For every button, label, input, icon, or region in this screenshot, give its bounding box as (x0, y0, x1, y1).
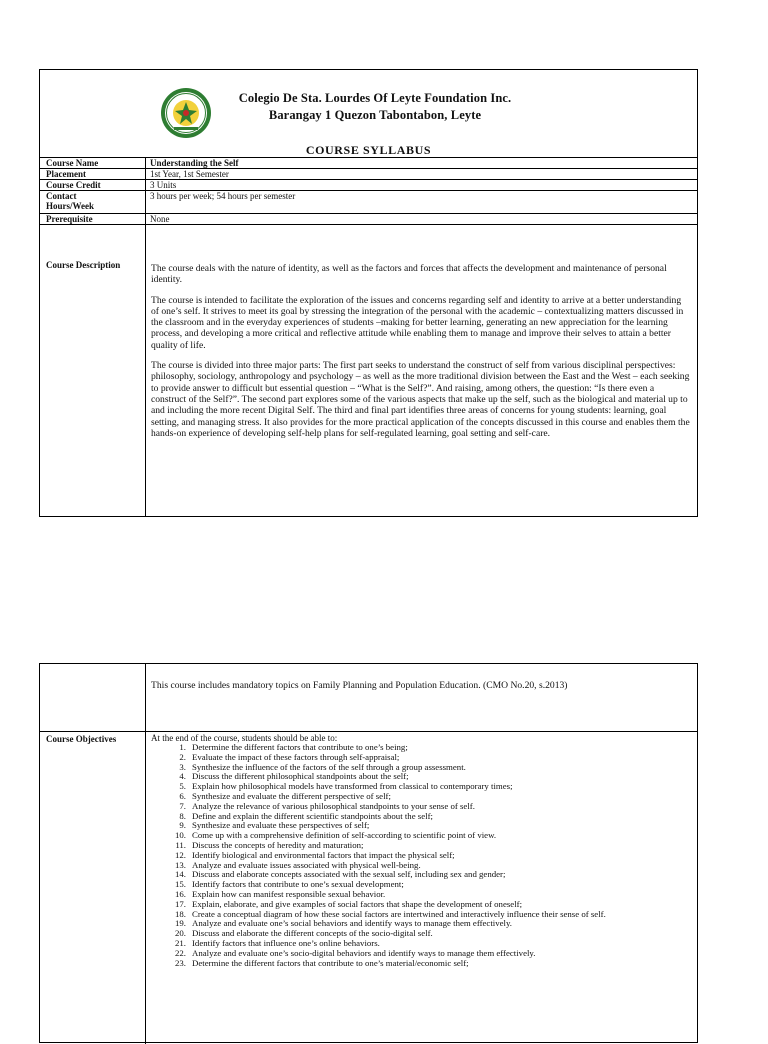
course-objectives-list (151, 743, 696, 968)
objective-text: Discuss and elaborate the different concepts of the socio-digital self. (192, 928, 433, 939)
objective-text: Define and explain the different scientific standpoints about the self; (192, 810, 433, 821)
table-rule (40, 224, 697, 225)
mandatory-topics-note: This course includes mandatory topics on Family Planning and Population Education. (CMO No.20, s.2013) (151, 680, 568, 691)
objective-number: 17. (175, 898, 186, 909)
description-paragraph: The course is intended to facilitate the exploration of the issues and concerns regarding self and identity to arrive at a better understanding of one’s self. It strives to meet its goal by stressing the integration of the personal with the academic – contextualizing matters discussed in the classroom and in the everyday experiences of students –making for better learning, generating an new appreciation for the learning process, and developing a more critical and reflective attitude while enabling them to manage and improve their selves to attain a better quality of life. (151, 294, 684, 351)
table-column-rule (145, 664, 146, 1044)
prerequisite-label: Prerequisite (46, 214, 93, 224)
objective-text: Identify factors that contribute to one’s sexual development; (192, 879, 404, 890)
objective-text: Analyze and evaluate one’s socio-digital behaviors and identify ways to manage them effectively. (192, 947, 536, 958)
prerequisite-value: None (150, 214, 170, 224)
objective-text: Synthesize and evaluate these perspectives of self; (192, 820, 370, 831)
objective-number: 11. (175, 839, 186, 850)
objective-text: Discuss the different philosophical standpoints about the self; (192, 771, 409, 782)
course-credit-label: Course Credit (46, 180, 101, 190)
objective-number: 21. (175, 937, 186, 948)
objective-number: 5. (179, 781, 186, 792)
description-paragraph: The course deals with the nature of identity, as well as the factors and forces that affects the development and maintenance of personal identity. (151, 263, 667, 286)
table-rule (40, 190, 697, 191)
objective-number: 3. (179, 761, 186, 772)
course-name-value: Understanding the Self (150, 158, 239, 168)
objective-number: 8. (179, 810, 186, 821)
objective-number: 13. (175, 859, 186, 870)
syllabus-objectives-table (39, 663, 698, 1043)
course-objectives-label: Course Objectives (46, 734, 117, 744)
objective-number: 20. (175, 928, 186, 939)
objective-text: Analyze the relevance of various philosophical standpoints to your sense of self. (192, 800, 475, 811)
objective-number: 1. (179, 742, 186, 752)
course-description-label: Course Description (46, 260, 121, 270)
objective-text: Create a conceptual diagram of how these social factors are intertwined and interactively influence their sense of self. (192, 908, 606, 919)
table-rule (40, 179, 697, 180)
objective-number: 7. (179, 800, 186, 811)
objective-text: Identify biological and environmental factors that impact the physical self; (192, 849, 455, 860)
objective-number: 9. (179, 820, 186, 831)
school-seal-icon (160, 87, 212, 139)
objective-number: 18. (175, 908, 186, 919)
objective-number: 16. (175, 888, 186, 899)
table-rule (40, 213, 697, 214)
objective-text: Explain how philosophical models have transformed from classical to contemporary times; (192, 781, 513, 792)
contact-label-line1: Contact (46, 191, 77, 201)
document-title: COURSE SYLLABUS (305, 143, 432, 157)
placement-value: 1st Year, 1st Semester (150, 169, 229, 179)
table-column-rule (145, 157, 146, 517)
objective-text: Determine the different factors that contribute to one’s being; (192, 742, 408, 752)
objective-number: 14. (175, 869, 186, 880)
table-rule (40, 168, 697, 169)
objective-text: Explain, elaborate, and give examples of social factors that shape the development of oneself; (192, 898, 523, 909)
objective-text: Come up with a comprehensive definition of self-according to scientific point of view. (192, 830, 497, 841)
contact-hours-value: 3 hours per week; 54 hours per semester (150, 191, 296, 201)
objective-number: 23. (175, 957, 186, 968)
objective-text: Determine the different factors that contribute to one’s material/economic self; (192, 957, 469, 968)
placement-label: Placement (46, 169, 86, 179)
course-credit-value: 3 Units (150, 180, 177, 190)
objective-number: 2. (179, 751, 186, 762)
course-description (151, 263, 691, 448)
objective-text: Synthesize and evaluate the different perspective of self; (192, 790, 391, 801)
objective-text: Analyze and evaluate issues associated with physical well-being. (192, 859, 421, 870)
course-name-label: Course Name (46, 158, 99, 168)
objective-text: Analyze and evaluate one’s social behaviors and identify ways to manage them effectively. (192, 918, 512, 929)
objective-item (151, 959, 696, 969)
objective-text: Discuss and elaborate concepts associated with the sexual self, including sex and gender; (192, 869, 506, 880)
objective-text: Discuss the concepts of heredity and maturation; (192, 839, 364, 850)
objective-number: 22. (175, 947, 186, 958)
syllabus-header-table (39, 69, 698, 517)
table-rule (40, 157, 697, 158)
objective-text: Synthesize the influence of the factors of the self through a group assessment. (192, 761, 466, 772)
contact-label-line2: Hours/Week (46, 201, 95, 211)
objective-number: 12. (175, 849, 186, 860)
objective-number: 4. (179, 771, 186, 782)
objective-text: Evaluate the impact of these factors through self-appraisal; (192, 751, 400, 762)
table-rule (40, 731, 697, 732)
objective-number: 19. (175, 918, 186, 929)
institution-address: Barangay 1 Quezon Tabontabon, Leyte (268, 108, 482, 122)
objective-number: 6. (179, 790, 186, 801)
objective-text: Explain how can manifest responsible sexual behavior. (192, 888, 386, 899)
description-paragraph: The course is divided into three major parts: The first part seeks to understand the construct of self from various disciplinal perspectives: philosophy, sociology, anthropology and psychology – as well as the more traditional division between the East and the West – each seeking to provide answer to difficult but essential question – “What is the Self?”. And raising, among others, the question: “Is there even a construct of the Self?”. The second part explores some of the various aspects that make up the self, such as the biological and material up to and including the more recent Digital Self. The third and final part identifies three areas of concerns for young students: learning, goal setting, and managing stress. It also provides for the more practical application of the concepts discussed in this course and enables them the hands-on experience of developing self-help plans for self-regulated learning, goal setting and self-care. (151, 360, 690, 439)
objective-number: 10. (175, 830, 186, 841)
contact-hours-label (46, 191, 94, 211)
objective-text: Identify factors that influence one’s online behaviors. (192, 937, 380, 948)
objective-number: 15. (175, 879, 186, 890)
course-objectives-intro: At the end of the course, students should be able to: (151, 733, 338, 743)
institution-name: Colegio De Sta. Lourdes Of Leyte Foundation Inc. (238, 91, 512, 105)
